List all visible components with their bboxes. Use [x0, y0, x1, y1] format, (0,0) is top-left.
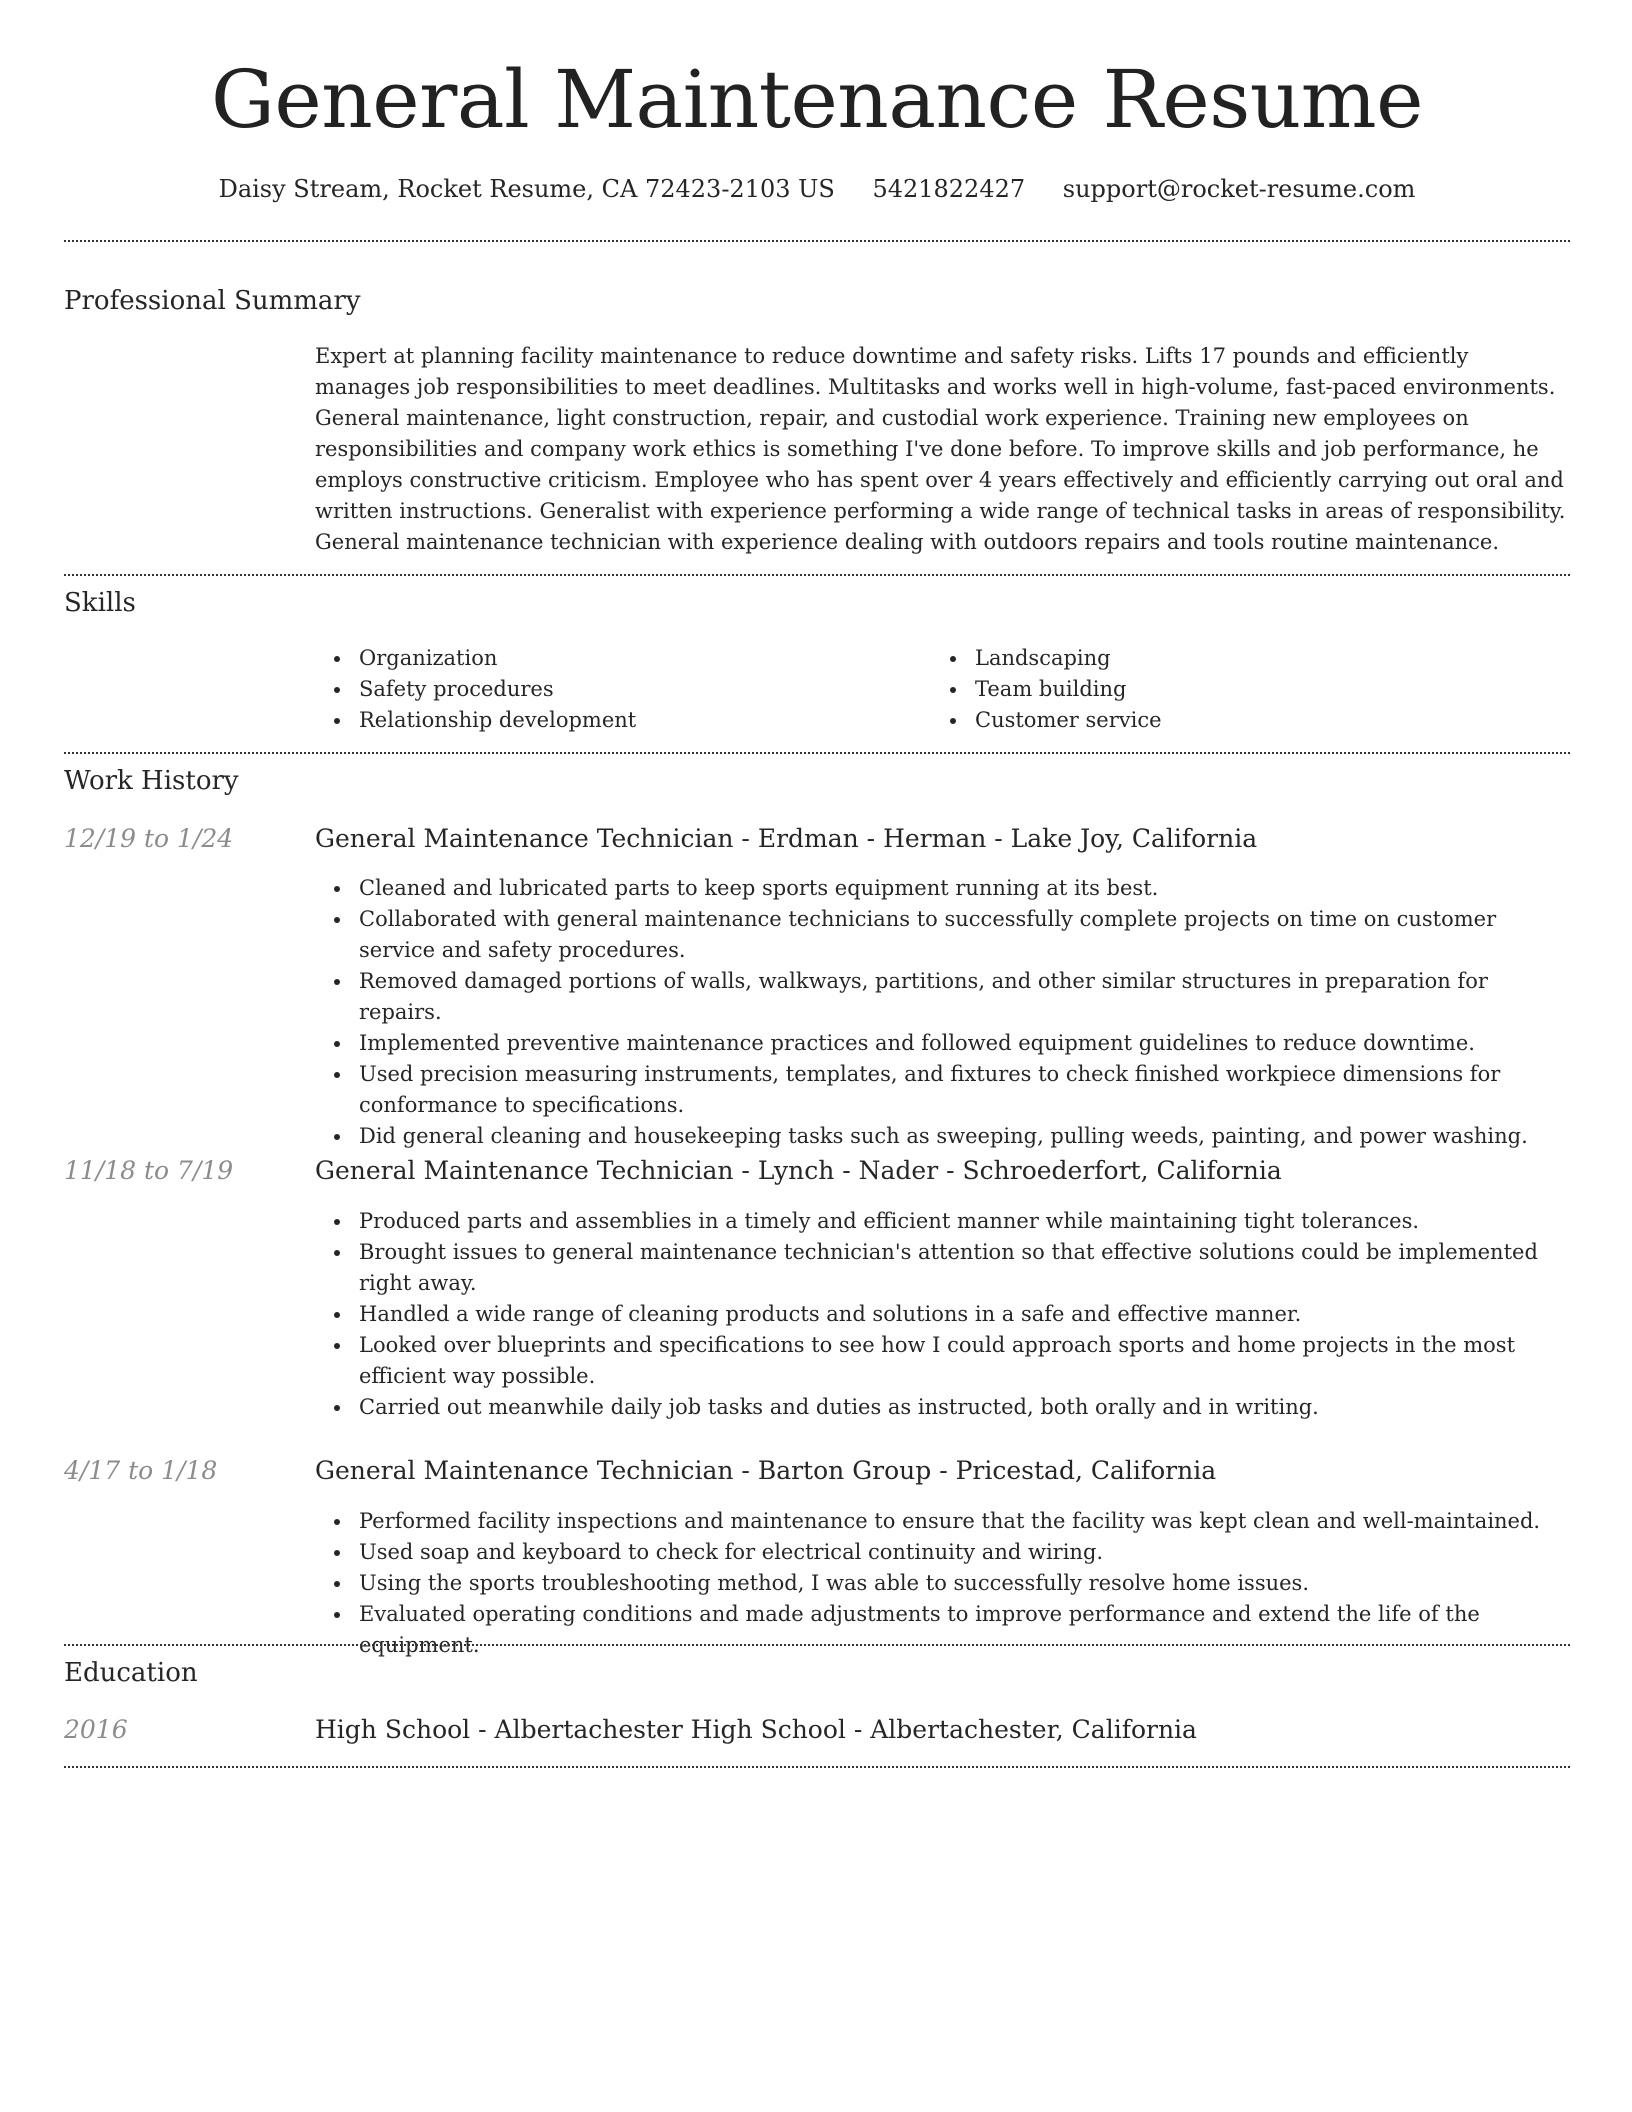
job-bullet: Collaborated with general maintenance technicians to successfully complete projects on time on customer service and safety procedures. [315, 904, 1570, 966]
job-bullet: Using the sports troubleshooting method, I was able to successfully resolve home issues. [315, 1568, 1570, 1599]
section-title-skills: Skills [64, 588, 136, 618]
skills-list-right [931, 643, 1531, 736]
job-bullets [315, 1206, 1570, 1423]
job-bullet: Carried out meanwhile daily job tasks and duties as instructed, both orally and in writing. [315, 1392, 1570, 1423]
job-bullet: Used soap and keyboard to check for electrical continuity and wiring. [315, 1537, 1570, 1568]
job-date: 11/18 to 7/19 [64, 1156, 234, 1185]
divider-education [64, 1766, 1570, 1768]
skill-item: Team building [931, 674, 1531, 705]
skill-item: Relationship development [315, 705, 915, 736]
job-title: General Maintenance Technician - Barton Group - Pricestad, California [315, 1456, 1217, 1485]
section-title-education: Education [64, 1658, 198, 1688]
section-title-work: Work History [64, 766, 239, 796]
job-bullet: Brought issues to general maintenance technician's attention so that effective solutions could be implemented right away. [315, 1237, 1570, 1299]
contact-email: support@rocket-resume.com [1062, 175, 1416, 203]
divider-work [64, 1644, 1570, 1646]
job-bullet: Evaluated operating conditions and made adjustments to improve performance and extend the life of the equipment. [315, 1599, 1570, 1661]
job-bullet: Produced parts and assemblies in a timely and efficient manner while maintaining tight tolerances. [315, 1206, 1570, 1237]
skills-list-left [315, 643, 915, 736]
contact-phone: 5421822427 [872, 175, 1026, 203]
job-title: General Maintenance Technician - Lynch - Nader - Schroederfort, California [315, 1156, 1282, 1185]
job-date: 12/19 to 1/24 [64, 824, 234, 853]
job-bullet: Performed facility inspections and maintenance to ensure that the facility was kept clean and well-maintained. [315, 1506, 1570, 1537]
job-bullet: Looked over blueprints and specifications to see how I could approach sports and home projects in the most efficient way possible. [315, 1330, 1570, 1392]
job-date: 4/17 to 1/18 [64, 1456, 218, 1485]
job-bullet: Used precision measuring instruments, templates, and fixtures to check finished workpiece dimensions for conformance to specifications. [315, 1059, 1570, 1121]
contact-line [64, 172, 1570, 206]
job-bullet: Implemented preventive maintenance practices and followed equipment guidelines to reduce downtime. [315, 1028, 1570, 1059]
skills-column-left [315, 643, 915, 736]
job-bullet: Cleaned and lubricated parts to keep sports equipment running at its best. [315, 873, 1570, 904]
job-title: General Maintenance Technician - Erdman - Herman - Lake Joy, California [315, 824, 1258, 853]
education-title: High School - Albertachester High School - Albertachester, California [315, 1715, 1197, 1744]
divider-summary [64, 574, 1570, 576]
job-bullets [315, 873, 1570, 1152]
section-title-summary: Professional Summary [64, 286, 361, 316]
skill-item: Landscaping [931, 643, 1531, 674]
contact-address: Daisy Stream, Rocket Resume, CA 72423-2103 US [218, 175, 835, 203]
job-bullet: Did general cleaning and housekeeping tasks such as sweeping, pulling weeds, painting, and power washing. [315, 1121, 1570, 1152]
education-date: 2016 [64, 1715, 128, 1744]
skills-column-right [931, 643, 1531, 736]
resume-title: General Maintenance Resume [211, 53, 1423, 146]
job-bullet: Handled a wide range of cleaning products and solutions in a safe and effective manner. [315, 1299, 1570, 1330]
divider-header [64, 240, 1570, 242]
skill-item: Customer service [931, 705, 1531, 736]
job-bullets [315, 1506, 1570, 1661]
job-bullet: Removed damaged portions of walls, walkways, partitions, and other similar structures in preparation for repairs. [315, 966, 1570, 1028]
divider-skills [64, 752, 1570, 754]
summary-text: Expert at planning facility maintenance to reduce downtime and safety risks. Lifts 17 pounds and efficiently manages job responsibilities to meet deadlines. Multitasks and works well in high-volume, fast-paced environments. General maintenance, light construction, repair, and custodial work experience. Training new employees on responsibilities and company work ethics is something I've done before. To improve skills and job performance, he employs constructive criticism. Employee who has spent over 4 years effectively and efficiently carrying out oral and written instructions. Generalist with experience performing a wide range of technical tasks in areas of responsibility. General maintenance technician with experience dealing with outdoors repairs and tools routine maintenance. [315, 344, 1566, 554]
skill-item: Organization [315, 643, 915, 674]
skill-item: Safety procedures [315, 674, 915, 705]
